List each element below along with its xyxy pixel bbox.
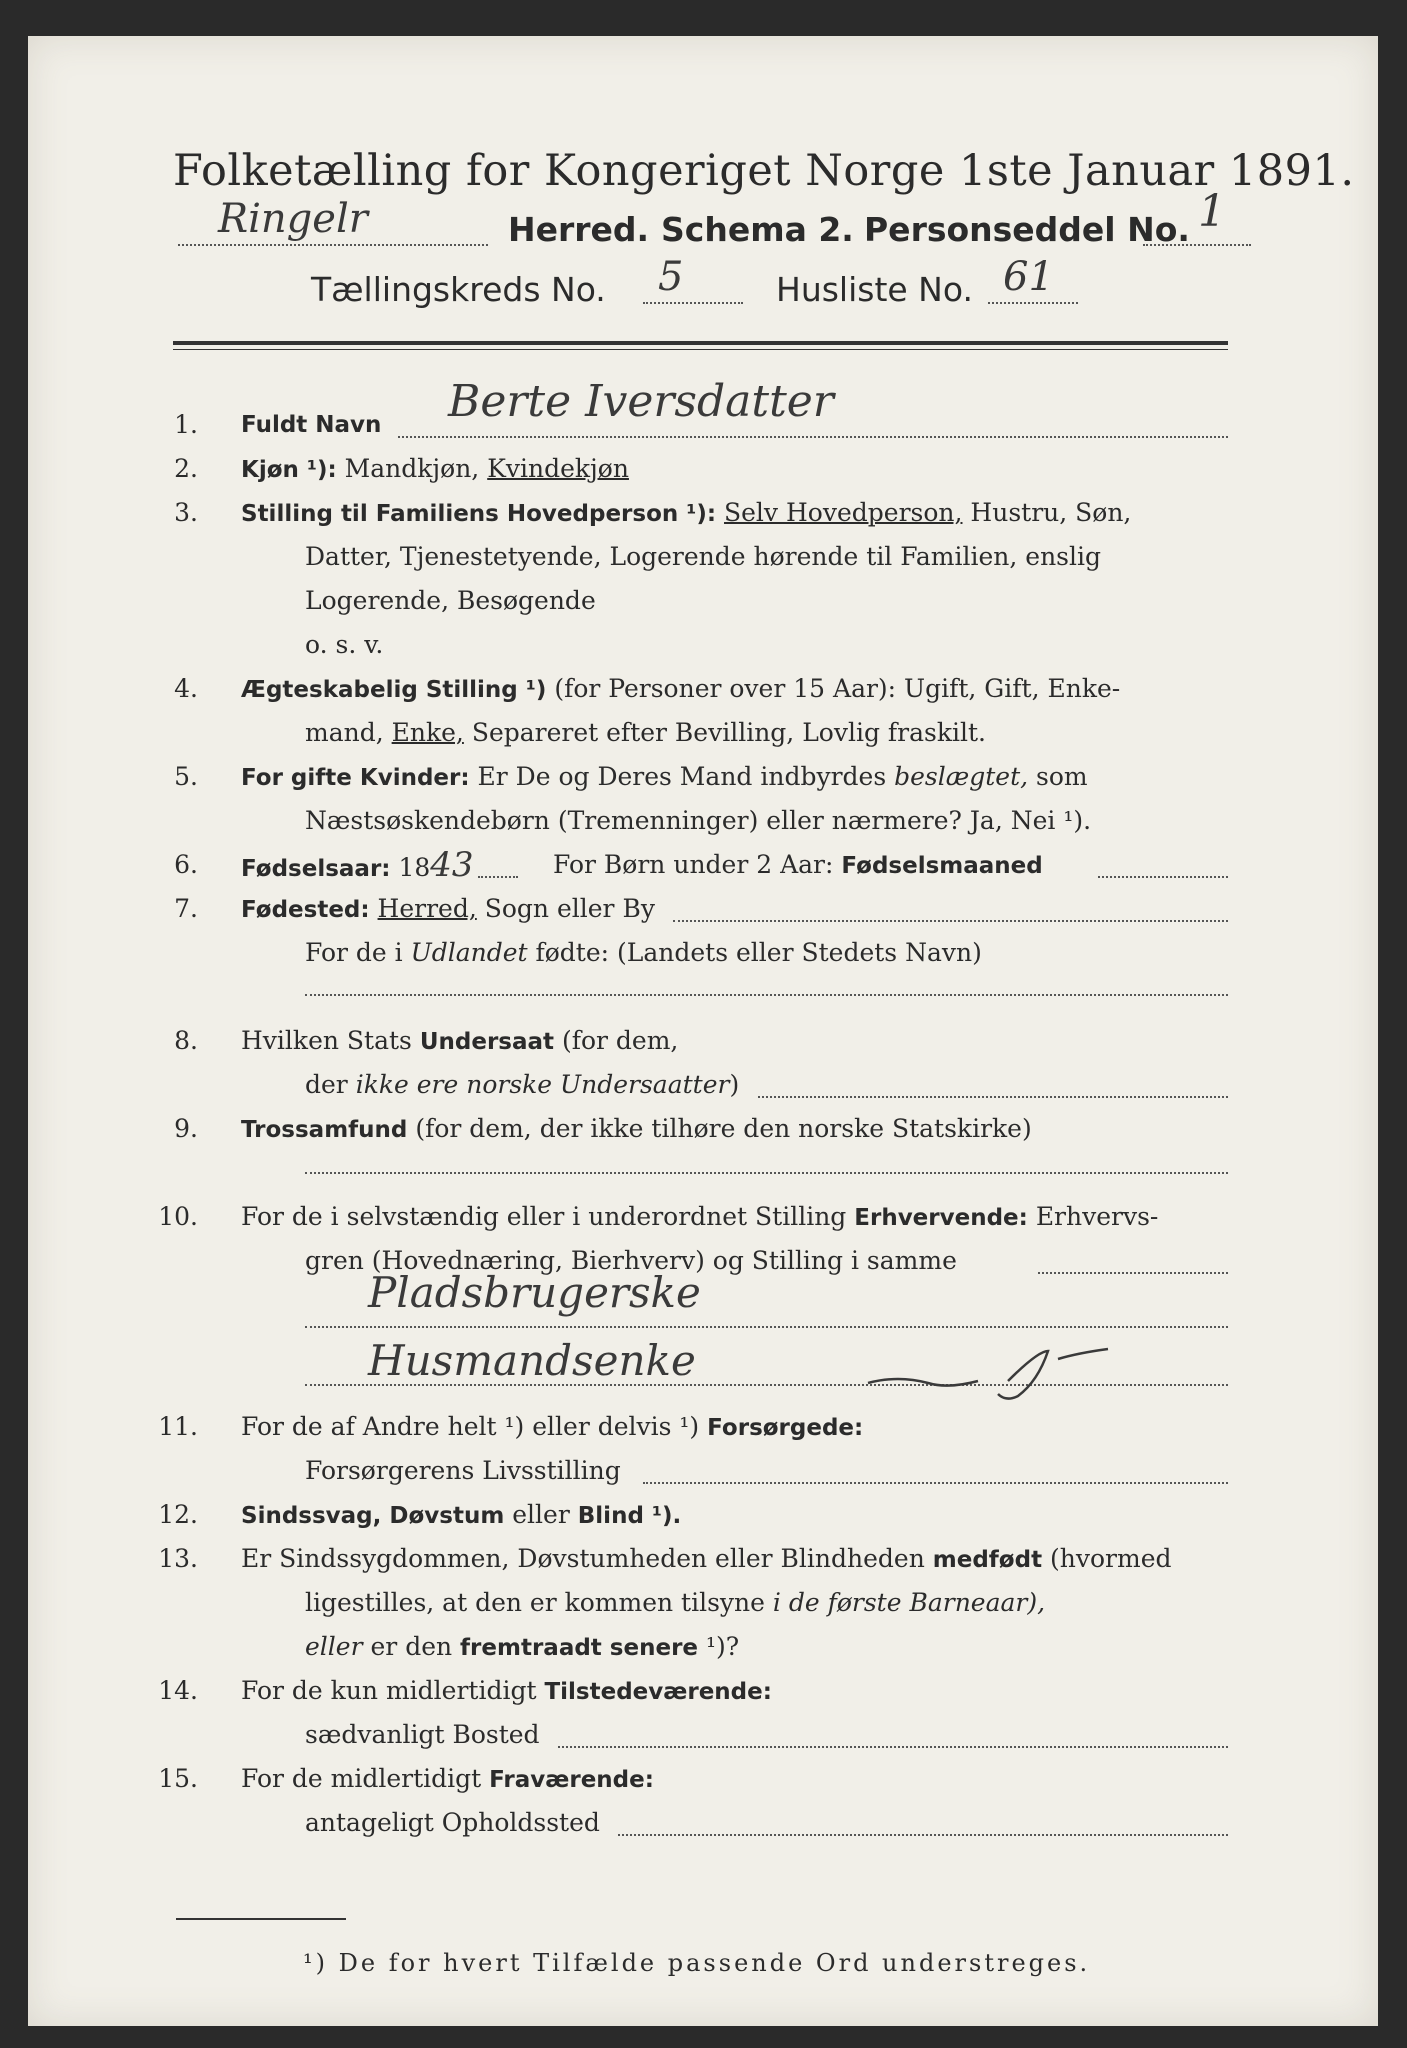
item-number-11: 11.	[158, 1412, 198, 1441]
birthyear-label: Fødselsaar:	[241, 856, 391, 882]
congenital-label: medfødt	[932, 1547, 1043, 1573]
sex-option-male: Mandkjøn,	[344, 454, 480, 483]
marital-label: Ægteskabelig Stilling ¹)	[241, 677, 547, 703]
item-number-7: 7.	[174, 894, 198, 923]
supported-line-2: Forsørgerens Livsstilling	[305, 1456, 621, 1485]
congenital-line3-bold: fremtraadt senere	[460, 1635, 699, 1661]
disability-line	[241, 1498, 681, 1533]
occupation-line-2: gren (Hovednæring, Bierhverv) og Stilling i samme	[305, 1246, 957, 1275]
position-line-3: Logerende, Besøgende	[305, 586, 596, 615]
citizenship-line-1	[241, 1024, 678, 1059]
schema-label: Schema 2.	[661, 210, 854, 249]
religion-label: Trossamfund	[241, 1117, 408, 1143]
birthplace-line-1	[241, 892, 655, 927]
birthplace-option-herred: Herred,	[377, 894, 477, 923]
related-line-2: Næstsøskendebørn (Tremenninger) eller nærmere? Ja, Nei ¹).	[305, 806, 1092, 835]
position-line-4: o. s. v.	[305, 630, 384, 659]
herred-value: Ringelr	[218, 196, 368, 242]
birthyear-prefix: 18	[398, 853, 431, 882]
personseddel-value: 1	[1198, 186, 1226, 237]
item-number-15: 15.	[158, 1764, 198, 1793]
tellingskreds-label: Tællingskreds No.	[311, 270, 606, 309]
related-label: For gifte Kvinder:	[241, 765, 470, 791]
birthyear-line	[241, 845, 474, 886]
disability-eller: eller	[512, 1500, 570, 1529]
related-question: Er De og Deres Mand indbyrdes	[477, 762, 887, 791]
usual-residence-line: sædvanligt Bosted	[305, 1720, 540, 1749]
item-number-6: 6.	[174, 850, 198, 879]
item-number-3: 3.	[174, 498, 198, 527]
congenital-line2-text: ligestilles, at den er kommen tilsyne	[305, 1588, 765, 1617]
congenital-line3-text: er den	[370, 1632, 453, 1661]
item-number-4: 4.	[174, 674, 198, 703]
temporary-present-pre: For de kun midlertidigt	[241, 1676, 537, 1705]
husliste-label: Husliste No.	[776, 270, 973, 309]
temporary-present-line	[241, 1674, 772, 1709]
occupation-post: Erhvervs-	[1035, 1202, 1159, 1231]
occupation-value-1: Pladsbrugerske	[368, 1268, 701, 1317]
item-number-9: 9.	[174, 1114, 198, 1143]
birthplace-line-2	[305, 936, 982, 970]
marital-option-mand: mand,	[305, 718, 384, 747]
congenital-line-1	[241, 1542, 1172, 1577]
occupation-pre: For de i selvstændig eller i underordnet Stilling	[241, 1202, 847, 1231]
marital-option-enke: Enke,	[391, 718, 464, 747]
item-number-1: 1.	[174, 410, 198, 439]
birthyear-value: 43	[430, 845, 474, 885]
abroad-pre: For de i	[305, 938, 403, 967]
full-name-label: Fuldt Navn	[241, 412, 382, 438]
congenital-post: (hvormed	[1050, 1544, 1172, 1573]
position-option-head: Selv Hovedperson,	[724, 498, 963, 527]
herred-label: Herred.	[508, 210, 650, 249]
full-name-value: Berte Iversdatter	[448, 376, 834, 427]
position-line-2: Datter, Tjenestetyende, Logerende hørende til Familien, enslig	[305, 542, 1102, 571]
citizenship-pre: Hvilken Stats	[241, 1026, 412, 1055]
item-number-14: 14.	[158, 1676, 198, 1705]
birthmonth-line	[553, 848, 1043, 883]
item-number-13: 13.	[158, 1544, 198, 1573]
marital-options-b: Separeret efter Bevilling, Lovlig fraskilt.	[471, 718, 986, 747]
footnote: ¹) De for hvert Tilfælde passende Ord understreges.	[303, 1949, 1091, 1977]
occupation-value-2: Husmandsenke	[368, 1336, 696, 1385]
temporary-absent-line	[241, 1762, 654, 1797]
related-line-1	[241, 760, 1088, 795]
personseddel-label: Personseddel No.	[864, 210, 1190, 249]
marital-options-a: (for Personer over 15 Aar): Ugift, Gift, Enke-	[554, 674, 1121, 703]
marital-line-1	[241, 672, 1120, 707]
congenital-line3-end: ¹)?	[705, 1632, 740, 1661]
probable-residence-line: antageligt Opholdssted	[305, 1808, 600, 1837]
birthmonth-label: Fødselsmaaned	[841, 853, 1043, 879]
item-number-5: 5.	[174, 762, 198, 791]
position-label: Stilling til Familiens Hovedperson ¹):	[241, 501, 717, 527]
birthmonth-text: For Børn under 2 Aar:	[553, 850, 834, 879]
related-som: som	[1036, 762, 1088, 791]
temporary-absent-label: Fraværende:	[489, 1767, 654, 1793]
item-number-10: 10.	[158, 1202, 198, 1231]
congenital-line-3	[305, 1630, 739, 1665]
congenital-line2-italic: i de første Barneaar),	[772, 1588, 1046, 1617]
occupation-label: Erhvervende:	[854, 1205, 1028, 1231]
disability-blind: Blind ¹).	[577, 1503, 682, 1529]
husliste-value: 61	[1003, 254, 1054, 300]
citizenship-post: (for dem,	[561, 1026, 679, 1055]
item-number-2: 2.	[174, 454, 198, 483]
footnote-rule	[176, 1918, 346, 1920]
related-italic: beslægtet,	[894, 762, 1029, 791]
supported-line-1	[241, 1410, 863, 1445]
item-number-12: 12.	[158, 1500, 198, 1529]
congenital-line-2	[305, 1586, 1045, 1620]
abroad-post: fødte: (Landets eller Stedets Navn)	[535, 938, 982, 967]
congenital-pre: Er Sindssygdommen, Døvstumheden eller Blindheden	[241, 1544, 925, 1573]
religion-line	[241, 1112, 1032, 1147]
temporary-present-label: Tilstedeværende:	[544, 1679, 772, 1705]
form-title: Folketælling for Kongeriget Norge 1ste Januar 1891.	[173, 146, 1355, 196]
occupation-line-1	[241, 1200, 1158, 1235]
sex-label: Kjøn ¹):	[241, 457, 337, 483]
citizenship-italic: ikke ere norske Undersaatter	[355, 1070, 730, 1099]
tellingskreds-value: 5	[658, 254, 684, 300]
sex-option-female: Kvindekjøn	[487, 454, 629, 483]
supported-pre: For de af Andre helt ¹) eller delvis ¹)	[241, 1412, 700, 1441]
item-number-8: 8.	[174, 1026, 198, 1055]
census-form-page	[28, 36, 1378, 2026]
birthplace-label: Fødested:	[241, 897, 370, 923]
header-rule	[173, 341, 1228, 345]
temporary-absent-pre: For de midlertidigt	[241, 1764, 482, 1793]
religion-text: (for dem, der ikke tilhøre den norske Statskirke)	[415, 1114, 1032, 1143]
congenital-line3-italic: eller	[305, 1632, 363, 1661]
position-options-rest: Hustru, Søn,	[970, 498, 1132, 527]
supported-label: Forsørgede:	[707, 1415, 864, 1441]
birthplace-options: Sogn eller By	[484, 894, 655, 923]
citizenship-label: Undersaat	[419, 1029, 555, 1055]
citizenship-line-2: der ikke ere norske Undersaatter)	[305, 1070, 740, 1099]
marital-line-2	[305, 716, 986, 750]
handwritten-mark	[858, 1341, 1118, 1411]
disability-label: Sindssvag, Døvstum	[241, 1503, 505, 1529]
position-line-1	[241, 496, 1131, 531]
citizenship-der: der	[305, 1070, 348, 1099]
abroad-italic: Udlandet	[410, 938, 528, 967]
sex-line	[241, 452, 629, 487]
